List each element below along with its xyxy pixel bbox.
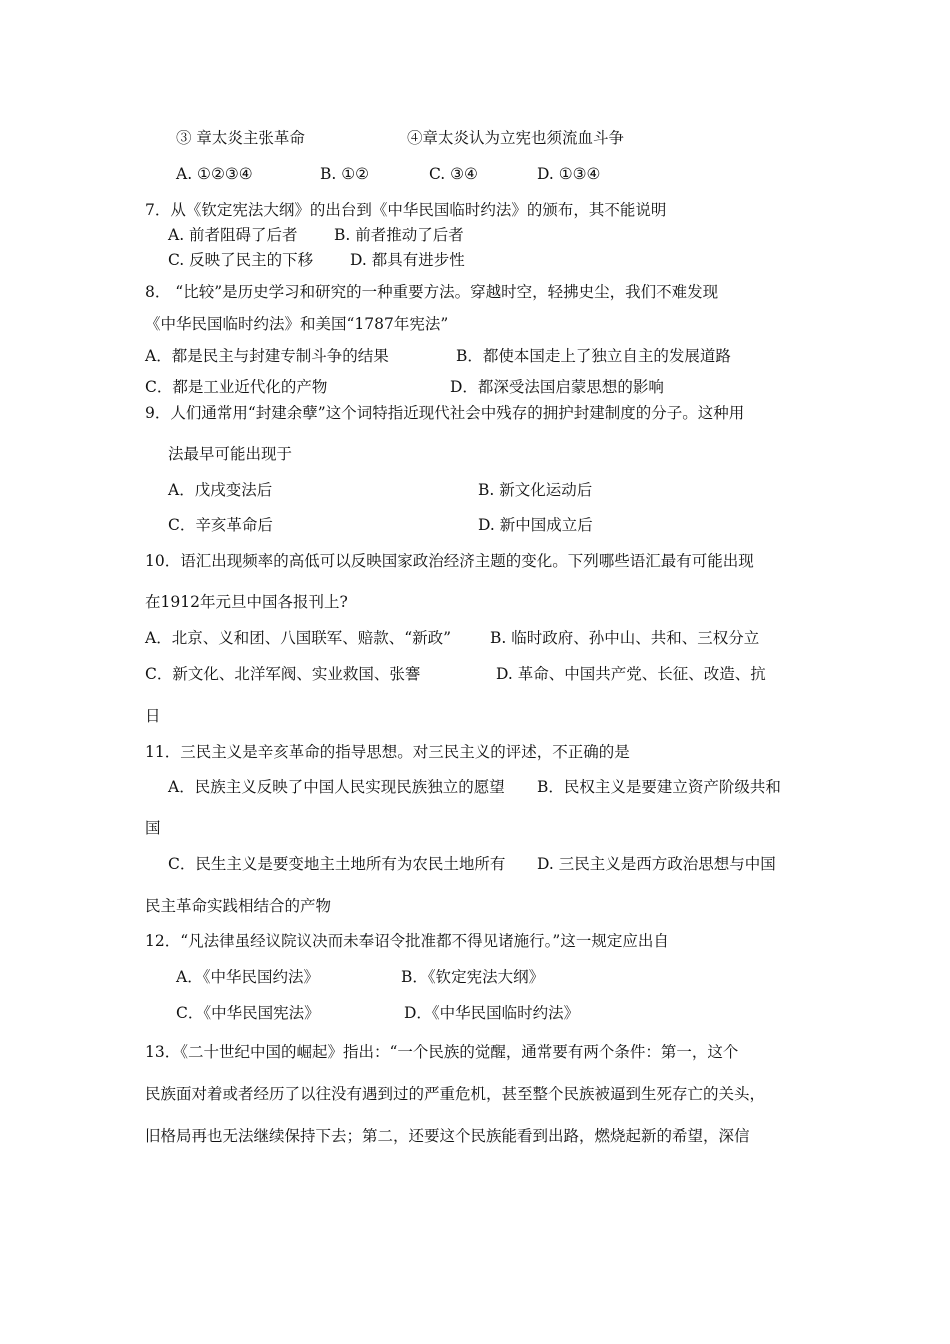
q12-choice-b: B．《钦定宪法大纲》: [401, 968, 545, 986]
q8-choice-c: C．都是工业近代化的产物: [145, 378, 328, 396]
q8-choice-b: B．都使本国走上了独立自主的发展道路: [456, 347, 731, 365]
q7-choice-a: A. 前者阻碍了后者: [168, 226, 298, 244]
q11-stem: 11．三民主义是辛亥革命的指导思想。对三民主义的评述，不正确的是: [145, 743, 630, 761]
q9-choice-b: B. 新文化运动后: [478, 481, 593, 499]
q12-choice-a: A．《中华民国约法》: [176, 968, 319, 986]
q10-choice-c: C．新文化、北洋军阀、实业救国、张謇: [145, 665, 421, 683]
q10-choice-d: D. 革命、中国共产党、长征、改造、抗: [496, 665, 766, 683]
q12-stem: 12．“凡法律虽经议院议决而未奉诏令批准都不得见诸施行。”这一规定应出自: [145, 932, 669, 950]
q7-choice-b: B. 前者推动了后者: [334, 226, 464, 244]
q10-choice-a: A．北京、义和团、八国联军、赔款、“新政”: [145, 629, 452, 647]
q11-choice-b: B．民权主义是要建立资产阶级共和: [537, 778, 781, 796]
q9-stem-line2: 法最早可能出现于: [168, 445, 293, 463]
q13-stem-line3: 旧格局再也无法继续保持下去；第二，还要这个民族能看到出路，燃烧起新的希望，深信: [145, 1127, 750, 1145]
q6-option-4: ④章太炎认为立宪也须流血斗争: [407, 129, 625, 147]
q9-choice-c: C．辛亥革命后: [168, 516, 273, 534]
q11-choice-d: D. 三民主义是西方政治思想与中国: [537, 855, 776, 873]
q9-choice-d: D. 新中国成立后: [478, 516, 593, 534]
q10-choice-b: B. 临时政府、孙中山、共和、三权分立: [490, 629, 760, 647]
q10-stem-line1: 10．语汇出现频率的高低可以反映国家政治经济主题的变化。下列哪些语汇最有可能出现: [145, 552, 754, 570]
q6-choice-b: B. ①②: [320, 165, 370, 183]
q11-choice-a: A．民族主义反映了中国人民实现民族独立的愿望: [168, 778, 505, 796]
q10-choice-d-cont: 日: [145, 707, 161, 725]
q7-choice-d: D. 都具有进步性: [350, 251, 465, 269]
q8-stem-line2: 《中华民国临时约法》和美国“1787年宪法”: [145, 315, 449, 333]
q6-choice-c: C. ③④: [429, 165, 478, 183]
q6-choice-a: A. ①②③④: [176, 165, 253, 183]
q10-stem-line2: 在1912年元旦中国各报刊上?: [145, 593, 348, 611]
q7-choice-c: C. 反映了民主的下移: [168, 251, 314, 269]
q9-choice-a: A．戊戌变法后: [168, 481, 273, 499]
q6-option-3: ③ 章太炎主张革命: [176, 129, 305, 147]
q13-stem-line2: 民族面对着或者经历了以往没有遇到过的严重危机，甚至整个民族被逼到生死存亡的关头，: [145, 1085, 766, 1103]
q8-choice-a: A．都是民主与封建专制斗争的结果: [145, 347, 389, 365]
q7-stem: 7．从《钦定宪法大纲》的出台到《中华民国临时约法》的颁布，其不能说明: [145, 201, 667, 219]
q12-choice-d: D．《中华民国临时约法》: [404, 1004, 580, 1022]
q8-choice-d: D．都深受法国启蒙思想的影响: [450, 378, 664, 396]
q11-choice-d-cont: 民主革命实践相结合的产物: [145, 897, 332, 915]
q11-choice-c: C．民生主义是要变地主土地所有为农民土地所有: [168, 855, 506, 873]
q6-choice-d: D. ①③④: [537, 165, 601, 183]
q13-stem-line1: 13．《二十世纪中国的崛起》指出：“一个民族的觉醒，通常要有两个条件：第一，这个: [145, 1043, 739, 1061]
q8-stem-line1: 8． “比较”是历史学习和研究的一种重要方法。穿越时空，轻拂史尘，我们不难发现: [145, 283, 719, 301]
q11-choice-b-cont: 国: [145, 819, 161, 837]
q12-choice-c: C．《中华民国宪法》: [176, 1004, 320, 1022]
q9-stem-line1: 9．人们通常用“封建余孽”这个词特指近现代社会中残存的拥护封建制度的分子。这种用: [145, 404, 745, 422]
